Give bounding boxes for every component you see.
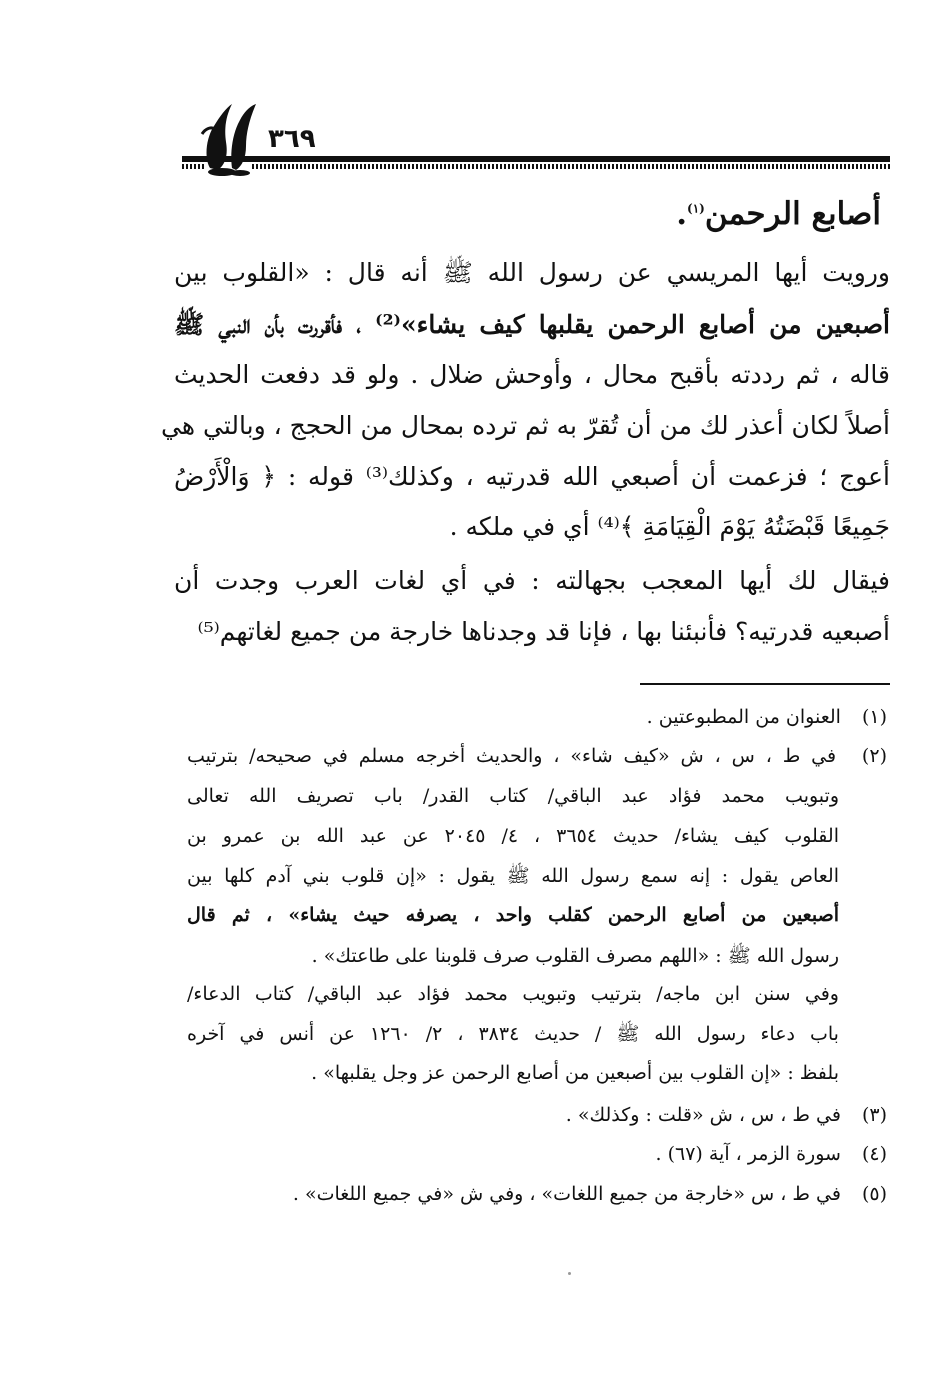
footnote-line: باب دعاء رسول الله ﷺ / حديث ٣٨٣٤ ، ٢/ ١٢٦٠ عن أنس في آخره [187,1023,839,1045]
footnote-number: (٤) [861,1143,887,1165]
paragraph-line: جَمِيعًا قَبْضَتُهُ يَوْمَ الْقِيَامَةِ ﴾⁽⁴⁾ أي في ملكه . [449,512,890,541]
paragraph-line: أعوج ؛ فزعمت أن أصبعي الله قدرتيه ، وكذلك⁽³⁾ قوله : ﴿ وَالْأَرْضُ [174,462,890,491]
section-heading [676,196,881,232]
footnote-line: وتبويب محمد فؤاد عبد الباقي/ كتاب القدر/ باب تصريف الله تعالى [187,785,839,807]
heading-footnote-ref: (١) [687,201,705,216]
footnote-number: (٣) [861,1104,887,1126]
footnote-4 [187,1143,887,1165]
footnote-text: العنوان من المطبوعتين . [646,706,841,728]
footnote-line: بلفظ : «إن القلوب بين أصبعين من أصابع الرحمن عز وجل يقلبها» . [311,1062,839,1084]
footnote-line: العاص يقول : إنه سمع رسول الله ﷺ يقول : «إن قلوب بني آدم كلها بين [187,865,839,887]
paragraph-line: أصلاً لكان أعذر لك من أن تُقرّ به ثم ترده بمحال من الحجج ، وبالتي هي [161,411,890,440]
paragraph-line: ورويت أيها المريسي عن رسول الله ﷺ أنه قال : «القلوب بين [174,258,890,287]
footnote-5 [187,1183,887,1205]
heading-end: . [676,196,688,232]
footnote-text: في ط ، س «خارجة من جميع اللغات» ، وفي ش «في جميع اللغات» . [292,1183,841,1205]
paragraph-line: أصبعيه قدرتيه؟ فأنبئنا بها ، فإنا قد وجدناها خارجة من جميع لغاتهم⁽⁵⁾ [197,617,890,646]
footnote-number: (١) [861,706,887,728]
footnote-text: في ط ، س ، ش «قلت : وكذلك» . [565,1104,841,1126]
header-rule-hatch-left [182,164,204,169]
footnote-line: رسول الله ﷺ : «اللهم مصرف القلوب صرف قلوبنا على طاعتك» . [311,945,839,967]
footnote-line: وفي سنن ابن ماجه/ بترتيب وتبويب محمد فؤاد عبد الباقي/ كتاب الدعاء/ [187,983,839,1005]
footnote-line: القلوب كيف يشاء/ حديث ٣٦٥٤ ، ٤/ ٢٠٤٥ عن عبد الله بن عمرو بن [187,825,839,847]
heading-title: أصابع الرحمن [704,196,881,232]
footnote-3 [187,1104,887,1126]
footnote-number: (٢) [861,745,887,767]
footnote-2 [187,745,887,767]
paragraph-line: قاله ، ثم رددته بأقبح محال ، وأوحش ضلال . ولو قد دفعت الحديث [174,360,890,389]
paragraph-line: أصبعين من أصابع الرحمن يقلبها كيف يشاء»⁽²⁾ ، فأقررت بأن النبي ﷺ [174,310,890,339]
footnote-text: في ط ، س ، ش «كيف شاء» ، والحديث أخرجه مسلم في صحيحه/ بترتيب [187,745,837,767]
paragraph-line: فيقال لك أيها المعجب بجهالته : في أي لغات العرب وجدت أن [174,566,890,595]
header-rule [182,156,890,162]
footnote-rule [640,683,890,685]
footnote-number: (٥) [861,1183,887,1205]
footnote-line: أصبعين من أصابع الرحمن كقلب واحد ، يصرفه حيث يشاء» ، ثم قال [187,904,839,926]
scan-speck [568,1272,571,1275]
header-rule-hatch [252,164,890,169]
footnote-1 [187,706,887,728]
footnote-text: سورة الزمر ، آية (٦٧) . [655,1143,841,1165]
page-number: ٣٦٩ [268,124,316,154]
